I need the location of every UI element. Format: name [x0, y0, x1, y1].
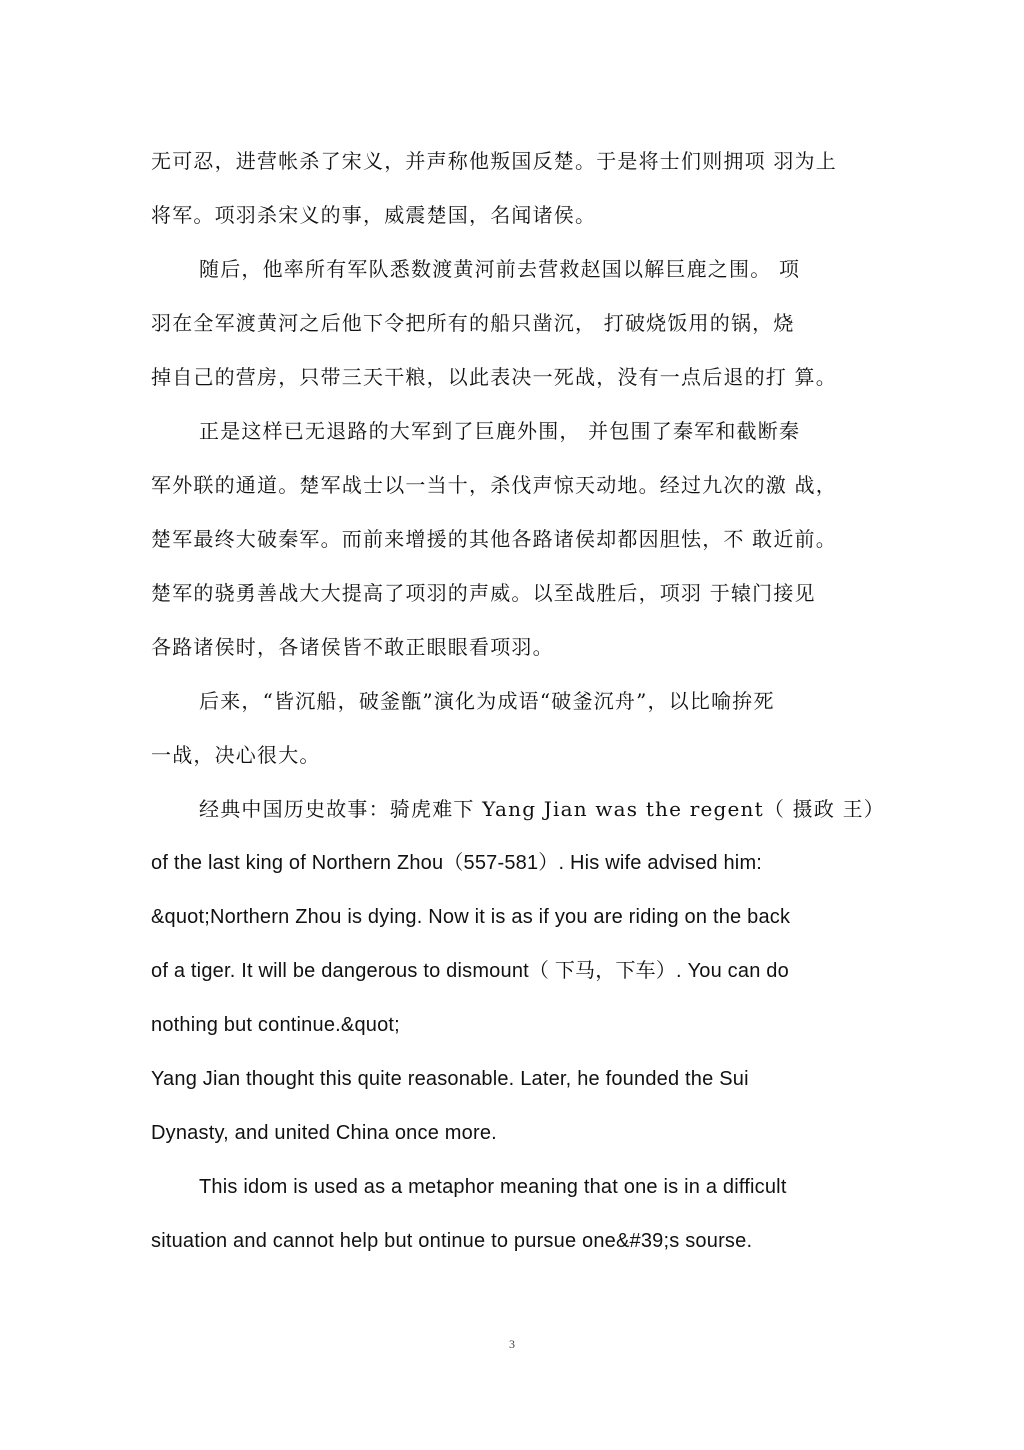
text-line-5: 掉自己的营房，只带三天干粮，以此表决一死战，没有一点后退的打 算。: [151, 365, 837, 389]
text-line-9: 楚军的骁勇善战大大提高了项羽的声威。以至战胜后，项羽 于辕门接见: [151, 581, 816, 605]
text-line-2: 将军。项羽杀宋义的事，威震楚国，名闻诸侯。: [151, 203, 597, 227]
text-line-7: 军外联的通道。楚军战士以一当十，杀伐声惊天动地。经过九次的激 战，: [151, 473, 837, 497]
text-line-18: Yang Jian thought this quite reasonable. Later, he founded the Sui: [151, 1068, 749, 1090]
text-line-8: 楚军最终大破秦军。而前来增援的其他各路诸侯却都因胆怯，不 敢近前。: [151, 527, 837, 551]
text-line-12: 一战，决心很大。: [151, 743, 321, 767]
text-line-16: of a tiger. It will be dangerous to dismount（ 下马，下车）. You can do: [151, 960, 789, 982]
page-number: 3: [509, 1337, 515, 1351]
text-line-4: 羽在全军渡黄河之后他下令把所有的船只凿沉， 打破烧饭用的锅，烧: [151, 311, 795, 335]
text-line-11: 后来，“皆沉船，破釜甑”演化为成语“破釜沉舟”，以比喻拚死: [199, 689, 775, 713]
text-line-21: situation and cannot help but ontinue to pursue one&#39;s sourse.: [151, 1230, 753, 1252]
text-line-17: nothing but continue.&quot;: [151, 1014, 400, 1036]
text-line-6: 正是这样已无退路的大军到了巨鹿外围， 并包围了秦军和截断秦: [199, 419, 801, 443]
text-line-10: 各路诸侯时，各诸侯皆不敢正眼眼看项羽。: [151, 635, 554, 659]
text-line-14: of the last king of Northern Zhou（557-581）. His wife advised him:: [151, 852, 763, 874]
text-line-1: 无可忍，进营帐杀了宋义，并声称他叛国反楚。于是将士们则拥项 羽为上: [151, 149, 837, 173]
text-line-19: Dynasty, and united China once more.: [151, 1122, 497, 1144]
text-line-13: 经典中国历史故事：骑虎难下 Yang Jian was the regent（ 摄政 王）: [199, 797, 885, 821]
text-line-15: &quot;Northern Zhou is dying. Now it is as if you are riding on the back: [151, 906, 791, 928]
text-line-3: 随后，他率所有军队悉数渡黄河前去营救赵国以解巨鹿之围。 项: [199, 257, 801, 281]
text-line-20: This idom is used as a metaphor meaning that one is in a difficult: [199, 1176, 787, 1198]
